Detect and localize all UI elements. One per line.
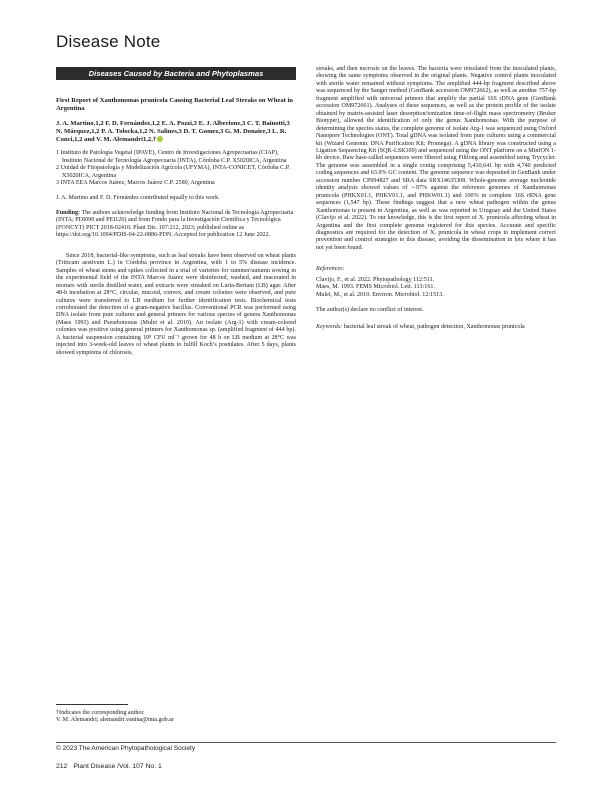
left-column: [56, 97, 296, 357]
conflict-statement: The author(s) declare no conflict of interest.: [316, 307, 424, 314]
section-label: Disease Note: [56, 32, 161, 51]
author-list: [56, 120, 296, 144]
keywords-text: bacterial leaf streak of wheat, pathogen detection, Xanthomonas prunicola: [343, 323, 525, 330]
funding-label: Funding:: [56, 210, 81, 216]
volume-info: /Vol. 107 No. 1: [117, 763, 162, 770]
equal-contribution-note: J. A. Martino and F. D. Fernández contributed equally to this work.: [56, 194, 220, 201]
affiliation-3: 3 INTA EEA Marcos Juárez, Marcos Juárez C.P. 2580, Argentina: [56, 180, 215, 187]
funding-statement: [56, 210, 296, 240]
reference-item: Clavijo, F., et al. 2022. Phytopathology 112:511.: [316, 276, 435, 283]
orcid-icon[interactable]: [157, 136, 163, 142]
affiliation-1: 1 Instituto de Patología Vegetal (IPAVE), Centro de Investigaciones Agropecuarias (CIAP), Instituto Nacional de Tecnología Agropecuaria (INTA), Córdoba C.P. X5020ICA, Argentina: [56, 150, 287, 164]
body-paragraph-right: streaks, and then necrosis on the leaves. The bacteria were reisolated from the inoculated plants, showing the same symptoms observed in the original plants. Negative control plants inoculated with sterile water remained without symptoms. The amplified 444-bp fragment described above was sequenced by the Sanger method (GenBank accession OM972662), as well as another 757-bp fragment amplified with universal primers that amplify the partial 16S rDNA gene (GenBank accession OM972661). Analyses of these sequences, as well as the protein profile of the isolate obtained by matrix-assisted laser desorption/ionization time-of-flight mass spectrometry (Bruker Biotyper), allowed the identification of only the genus Xanthomonas. With the purpose of determining the species status, the complete genome of isolate Arg-1 was sequenced using Oxford Nanopore Technologies (ONT). Total gDNA was isolated from pure cultures using a commercial kit (Wizard Genomic DNA Purification Kit; Promega). A gDNA library was constructed using a Ligation Sequencing Kit (SQK-LSK109) and sequenced using the ONT platform on a MinION 1-kb device. Raw base-called sequences were filtered using Filtlong and assembled using Trycycler. The genome was assembled in a single contig comprising 5,410,641 bp with 4,740 predicted coding sequences and 63.9% GC content. The genome sequence was deposited in GenBank under accession number CP094827 and SRA data SRX14635308. Whole-genome average nucleotide identity analysis showed values of ∼97% against the reference genomes of Xanthomonas prunicola (PHKX01.1, PHKV01.1, and PHKW01.1) and 100% in complete 16S rRNA gene sequences (1,547 bp). These findings suggest that a new wheat pathogen within the genus Xanthomonas is present in Argentina, as well as was reported in Uruguay and the United States (Clavijo et al. 2022). To our knowledge, this is the first report of X. prunicola affecting wheat in Argentina and the first complete genome registered for this species. Accurate and specific diagnostics are required for the detection of X. prunicola in wheat crops to implement correct prevention and control strategies to this disease, avoiding the dissemination in lots where it has not yet been found.: [316, 66, 556, 251]
footnote-line-2: V. M. Alemandri; alemandri.vanina@inta.gob.ar: [56, 717, 174, 724]
journal-name: Plant Disease: [73, 763, 116, 770]
keywords-label: Keywords:: [316, 323, 343, 330]
author-names: J. A. Martino,1,2 F. D. Fernández,1,2 E. A. Pozzi,3 E. J. Alberione,3 C. T. Bainotti,3 N. Márquez,1,2 P. A. Tolocka,1,2 N. Salines,3 D. T. Gomez,3 G. M. Donaire,3 L. R. Conci,1,2 and V. M. Alemandri1,2,†: [56, 120, 290, 144]
corresponding-author-footnote: [56, 710, 296, 725]
right-column: [316, 66, 556, 331]
affiliation-2: 2 Unidad de Fitopatología y Modelización Agrícola (UFYMA), INTA-CONICET, Córdoba C.P. X5020ICA, Argentina: [56, 165, 290, 179]
page-folio: [56, 763, 162, 770]
footnote-divider: [56, 704, 128, 705]
references-section: [316, 266, 556, 299]
reference-item: Mulet, M., et al. 2010. Environ. Microbiol. 12:1513.: [316, 291, 444, 298]
footnote-line-1: †Indicates the corresponding author.: [56, 710, 145, 716]
footer-divider: [56, 742, 556, 743]
keywords: [316, 324, 556, 331]
body-paragraph-left: Since 2018, bacterial-like symptoms, such as leaf streaks have been observed on wheat plants (Triticum aestivum L.) in Córdoba province in Argentina, with 1 to 5% disease incidence. Samples of wheat stems and spikes collected in a trial of varieties for summer/autumn sowing in the experimental field of the INTA Marcos Juárez were disinfected, washed, and macerated in mortars with sterile distilled water, and extracts were streaked on Luria-Bertani (LB) agar. After 48-h incubation at 28°C, circular, mucoid, convex, and cream colonies were observed, and pure cultures were transferred to LB medium for further identification tests. Biochemical tests corroborated the detection of a gram-negative bacillus. Conventional PCR was performed using DNA isolate from pure cultures and general primers for various species of genera Xanthomonas (Maes 1993) and Pseudomonas (Mulet et al. 2010). An isolate (Arg-1) with cream-colored colonies was positive using general primers for Xanthomonas sp. (amplified fragment of 444 bp). A bacterial suspension containing 10⁸ CFU ml⁻¹ grown for 48 h on LB medium at 28°C was injected into 3-week-old leaves of wheat plants to fulfill Koch’s postulates. After 5 days, plants showed symptoms of chlorosis,: [56, 252, 296, 356]
funding-text: The authors acknowledge funding from Instituto Nacional de Tecnología Agropecuaria (INTA; PDI090 and PEI126) and from Fondo para la Investigación Científica y Tecnológica (FONCYT) PICT 2018-02410. Plant Dis. 107:212, 2023; published online as https://doi.org/10.1094/PDIS-04-22-0886-PDN. Accepted for publication 12 June 2022.: [56, 210, 294, 239]
copyright-notice: © 2023 The American Phytopathological Society: [56, 745, 196, 752]
page-number: 212: [56, 763, 68, 770]
article-title: First Report of Xanthomonas prunicola Causing Bacterial Leaf Streaks on Wheat in Argentina: [56, 97, 293, 112]
reference-item: Maes, M. 1993. FEMS Microbiol. Lett. 113:161.: [316, 284, 435, 291]
section-banner: Diseases Caused by Bacteria and Phytoplasmas: [56, 67, 296, 80]
references-heading: References:: [316, 266, 345, 273]
